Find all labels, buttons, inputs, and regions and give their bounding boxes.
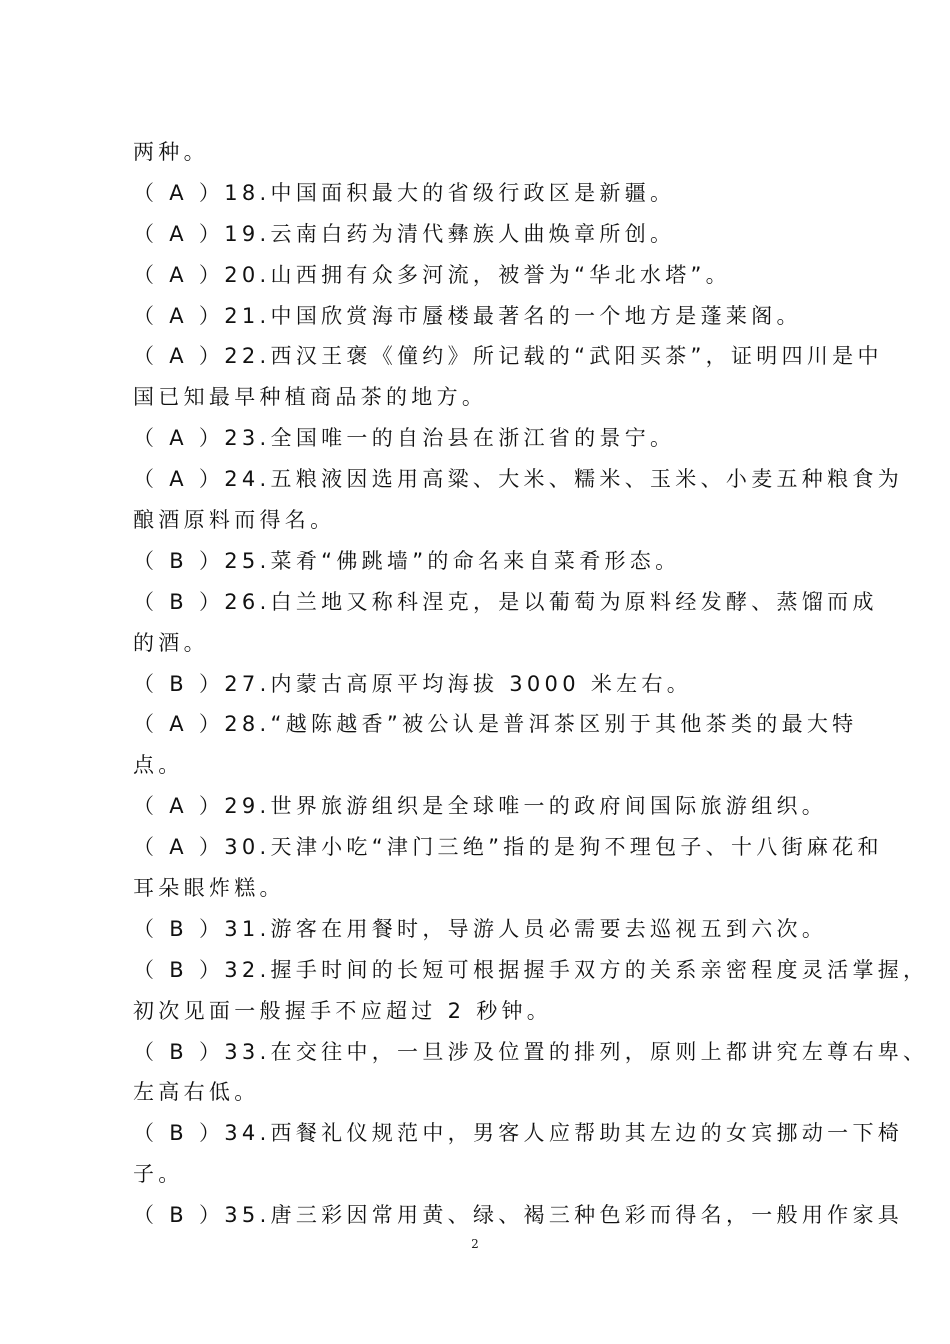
text-line: （ B ）27.内蒙古高原平均海拔 3000 米左右。 bbox=[133, 671, 693, 696]
text-line: （ B ）35.唐三彩因常用黄、绿、褐三种色彩而得名，一般用作家具 bbox=[133, 1203, 904, 1228]
text-line: （ B ）26.白兰地又称科涅克，是以葡萄为原料经发酵、蒸馏而成 bbox=[133, 589, 878, 614]
text-line: 子。 bbox=[133, 1162, 184, 1187]
text-line: 初次见面一般握手不应超过 2 秒钟。 bbox=[133, 998, 553, 1023]
text-line: （ A ）21.中国欣赏海市蜃楼最著名的一个地方是蓬莱阁。 bbox=[133, 303, 802, 328]
text-line: （ A ）20.山西拥有众多河流，被誉为“华北水塔”。 bbox=[133, 262, 731, 287]
text-line: （ B ）33.在交往中，一旦涉及位置的排列，原则上都讲究左尊右卑、 bbox=[133, 1039, 929, 1064]
text-line: （ A ）19.云南白药为清代彝族人曲焕章所创。 bbox=[133, 221, 676, 246]
text-line: 两种。 bbox=[133, 140, 209, 164]
text-line: 点。 bbox=[133, 753, 184, 778]
text-line: （ A ）18.中国面积最大的省级行政区是新疆。 bbox=[133, 180, 676, 205]
text-line: （ A ）23.全国唯一的自治县在浙江省的景宁。 bbox=[133, 426, 676, 451]
text-line: （ B ）32.握手时间的长短可根据握手双方的关系亲密程度灵活掌握， bbox=[133, 957, 929, 982]
text-line: （ B ）31.游客在用餐时，导游人员必需要去巡视五到六次。 bbox=[133, 916, 828, 941]
text-line: 的酒。 bbox=[133, 630, 209, 655]
page-number: 2 bbox=[471, 1237, 479, 1251]
text-line: （ A ）24.五粮液因选用高粱、大米、糯米、玉米、小麦五种粮食为 bbox=[133, 467, 904, 492]
text-line: （ A ）28.“越陈越香”被公认是普洱茶区别于其他茶类的最大特 bbox=[133, 712, 858, 737]
text-line: 国已知最早种植商品茶的地方。 bbox=[133, 385, 488, 410]
text-line: 酿酒原料而得名。 bbox=[133, 508, 336, 533]
text-line: （ A ）30.天津小吃“津门三绝”指的是狗不理包子、十八街麻花和 bbox=[133, 835, 883, 860]
text-line: 左高右低。 bbox=[133, 1080, 260, 1105]
text-line: 耳朵眼炸糕。 bbox=[133, 876, 285, 901]
text-line: （ A ）22.西汉王褒《僮约》所记载的“武阳买茶”，证明四川是中 bbox=[133, 344, 883, 369]
text-line: （ A ）29.世界旅游组织是全球唯一的政府间国际旅游组织。 bbox=[133, 794, 828, 819]
text-line: （ B ）34.西餐礼仪规范中，男客人应帮助其左边的女宾挪动一下椅 bbox=[133, 1121, 904, 1146]
text-line: （ B ）25.菜肴“佛跳墙”的命名来自菜肴形态。 bbox=[133, 548, 681, 573]
document-body bbox=[133, 132, 929, 1236]
